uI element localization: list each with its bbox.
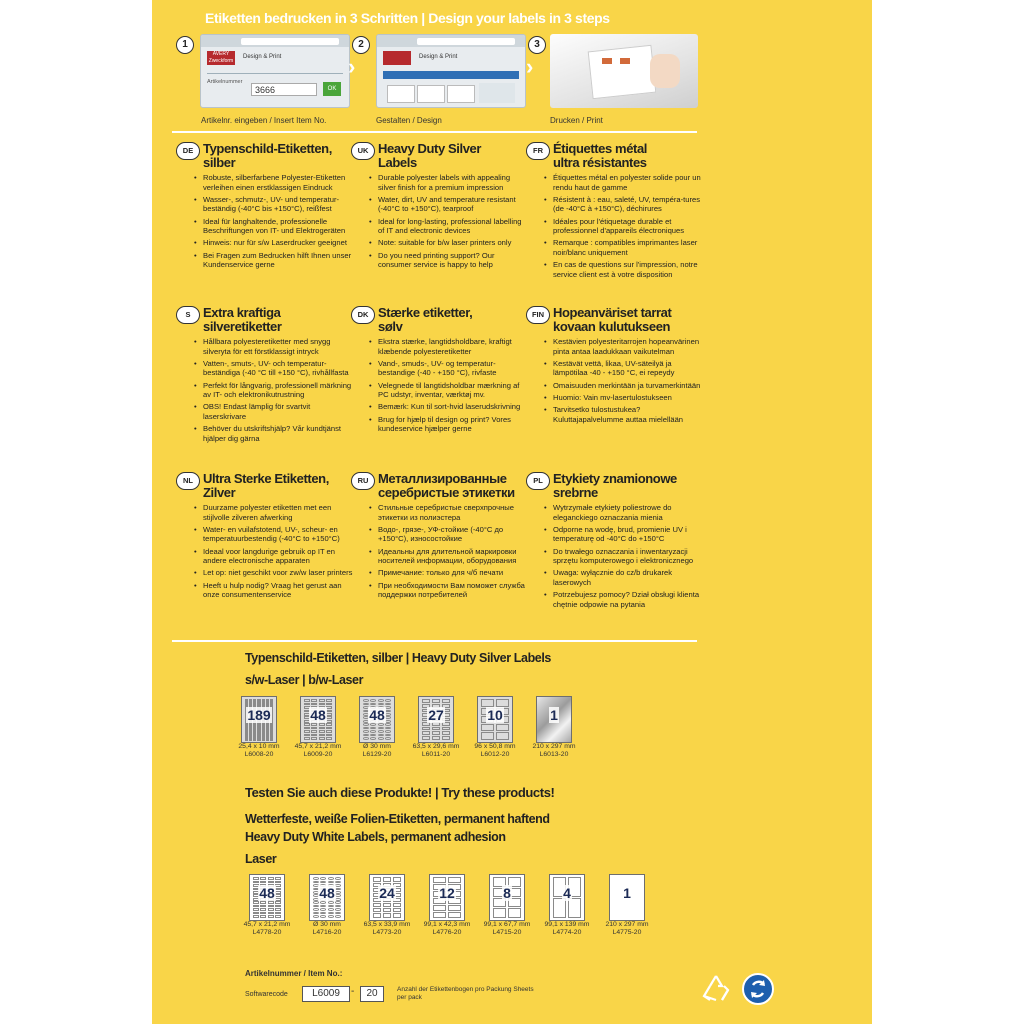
label-size: 99,1 x 139 mm bbox=[544, 921, 590, 928]
label-count: 4 bbox=[563, 885, 571, 901]
bullet: • Ideal für langhaltende, professionelle Beschriftungen von IT- und Elektrogeräten bbox=[194, 217, 354, 236]
bullet: • Velegnede til langtidsholdbar mærkning af PC udstyr, inventar, værktøj mv. bbox=[369, 381, 529, 400]
white-product-l4776-20 bbox=[417, 874, 477, 937]
label-size: 99,1 x 67,7 mm bbox=[483, 921, 531, 928]
label-sheet-thumbnail bbox=[241, 696, 277, 743]
white-product-l4773-20 bbox=[357, 874, 417, 937]
bullet: • Kestävien polyesteritarrojen hopeanvärinen pinta antaa laadukkaan vaikutelman bbox=[544, 337, 704, 356]
lang-badge-fin: FIN bbox=[526, 306, 550, 324]
lang-block-dk bbox=[351, 306, 521, 466]
lang-block-uk bbox=[351, 142, 521, 302]
product-code: L6011-20 bbox=[421, 751, 451, 758]
lang-badge-s: S bbox=[176, 306, 200, 324]
silver-product-l6008-20 bbox=[229, 696, 289, 759]
label-sheet-thumbnail bbox=[369, 874, 405, 921]
label-sheet-thumbnail bbox=[429, 874, 465, 921]
step-2-caption: Gestalten / Design bbox=[376, 116, 442, 125]
label-count: 48 bbox=[310, 707, 326, 723]
label-count: 48 bbox=[369, 707, 385, 723]
bullet: • Ekstra stærke, langtidsholdbare, kraftigt klæbende polyesteretiketter bbox=[369, 337, 529, 356]
product-code: L4775-20 bbox=[612, 929, 642, 936]
silver-section-title: Typenschild-Etiketten, silber | Heavy Duty Silver Labels bbox=[245, 651, 551, 665]
bullet: • Water, dirt, UV and temperature resistant (-40°C to +150°C), tearproof bbox=[369, 195, 529, 214]
label-sheet-thumbnail bbox=[359, 696, 395, 743]
white-product-l4775-20 bbox=[597, 874, 657, 937]
lang-block-pl bbox=[526, 471, 700, 632]
step-3-caption: Drucken / Print bbox=[550, 116, 603, 125]
bullet: • Bei Fragen zum Bedrucken hilft Ihnen unser Kundenservice gerne bbox=[194, 251, 354, 270]
bullet: • OBS! Endast lämplig för svartvit laserskrivare bbox=[194, 402, 354, 421]
lang-badge-uk: UK bbox=[351, 142, 375, 160]
label-count: 27 bbox=[428, 707, 444, 723]
bullet: • Vand-, smuds-, UV- og temperatur-bestandige (-40 - +150 °C), rivfaste bbox=[369, 359, 529, 378]
label-count: 24 bbox=[379, 885, 395, 901]
label-count: 10 bbox=[487, 707, 503, 723]
product-code: L4778-20 bbox=[252, 929, 282, 936]
lang-badge-de: DE bbox=[176, 142, 200, 160]
lang-title-nl: Ultra Sterke Etiketten, Zilver bbox=[203, 471, 329, 500]
label-sheet-thumbnail bbox=[489, 874, 525, 921]
green-dot-icon bbox=[742, 973, 774, 1005]
silver-product-l6009-20 bbox=[288, 696, 348, 759]
label-sheet-thumbnail bbox=[549, 874, 585, 921]
bullet: • Водо-, грязе-, УФ-стойкие (-40°C до +150°C), износостойкие bbox=[369, 525, 529, 544]
bullet: • Идеальны для длительной маркировки носителей информации, оборудования bbox=[369, 547, 529, 566]
chevron-right-icon: › bbox=[348, 54, 356, 79]
label-count: 189 bbox=[247, 707, 271, 723]
bullet: • Hållbara polyesteretiketter med snygg silveryta för ett förstklassigt intryck bbox=[194, 337, 354, 356]
step-1-field-label: Artikelnummer bbox=[207, 79, 243, 85]
bullet: • Wytrzymałe etykiety poliestrowe do eleganckiego oznaczania mienia bbox=[544, 503, 704, 522]
step-1-tab: Design & Print bbox=[243, 54, 282, 60]
step-1-screenshot bbox=[200, 34, 350, 108]
bullet: • Duurzame polyester etiketten met een stijlvolle zilveren afwerking bbox=[194, 503, 354, 522]
step-3-printer-image bbox=[550, 34, 698, 108]
label-size: 210 x 297 mm bbox=[605, 921, 649, 928]
product-code: L6009-20 bbox=[303, 751, 333, 758]
bullet: • Étiquettes métal en polyester solide pour un rendu haut de gamme bbox=[544, 173, 704, 192]
product-code: L4716-20 bbox=[312, 929, 342, 936]
silver-product-l6129-20 bbox=[347, 696, 407, 759]
white-product-l4778-20 bbox=[237, 874, 297, 937]
item-number-label: Artikelnummer / Item No.: bbox=[245, 969, 343, 978]
product-code: L6012-20 bbox=[480, 751, 510, 758]
label-count: 1 bbox=[623, 885, 631, 901]
product-code: L6013-20 bbox=[539, 751, 569, 758]
lang-title-s: Extra kraftiga silveretiketter bbox=[203, 305, 282, 334]
bullet: • Hinweis: nur für s/w Laserdrucker geeignet bbox=[194, 238, 354, 248]
label-size: 63,5 x 29,6 mm bbox=[412, 743, 460, 750]
divider-top bbox=[172, 131, 697, 133]
label-size: Ø 30 mm bbox=[313, 921, 341, 928]
lang-title-uk: Heavy Duty Silver Labels bbox=[378, 141, 482, 170]
try-section-line1: Wetterfeste, weiße Folien-Etiketten, permanent haftend bbox=[245, 812, 550, 826]
label-count: 48 bbox=[259, 885, 275, 901]
bullet: • Note: suitable for b/w laser printers only bbox=[369, 238, 529, 248]
bullet: • Примечание: только для ч/б печати bbox=[369, 568, 529, 578]
step-number-1: 1 bbox=[176, 36, 194, 54]
bullet: • Let op: niet geschikt voor zw/w laser printers bbox=[194, 568, 354, 578]
product-code: L6129-20 bbox=[362, 751, 392, 758]
bullet: • Perfekt för långvarig, professionell märkning av IT- och elektronikutrustning bbox=[194, 381, 354, 400]
avery-logo: AVERY Zweckform bbox=[208, 51, 234, 64]
label-sheet-thumbnail bbox=[418, 696, 454, 743]
try-section-title: Testen Sie auch diese Produkte! | Try these products! bbox=[245, 785, 555, 800]
white-product-l4716-20 bbox=[297, 874, 357, 937]
silver-product-l6011-20 bbox=[406, 696, 466, 759]
label-size: 96 x 50,8 mm bbox=[474, 743, 516, 750]
product-code: L4776-20 bbox=[432, 929, 462, 936]
label-size: 99,1 x 42,3 mm bbox=[423, 921, 471, 928]
bullet: • Durable polyester labels with appealing silver finish for a premium impression bbox=[369, 173, 529, 192]
bullet: • Behöver du utskriftshjälp? Vår kundtjänst hjälper dig gärna bbox=[194, 424, 354, 443]
sheets-count-box: 20 bbox=[360, 986, 384, 1002]
bullet: • Remarque : compatibles imprimantes laser noir/blanc uniquement bbox=[544, 238, 704, 257]
bullet: • Water- en vuilafstotend, UV-, scheur- en temperatuurbestendig (-40°C to +150°C) bbox=[194, 525, 354, 544]
bullet: • Uwaga: wyłącznie do cz/b drukarek laserowych bbox=[544, 568, 704, 587]
lang-block-nl bbox=[176, 471, 353, 632]
label-sheet-thumbnail bbox=[249, 874, 285, 921]
bullet: • Ideal for long-lasting, professional labelling of IT and electronic devices bbox=[369, 217, 529, 236]
lang-title-pl: Etykiety znamionowe srebrne bbox=[553, 471, 677, 500]
bullet: • Vatten-, smuts-, UV- och temperatur-beständiga (-40 °C till +150 °C), rivhållfasta bbox=[194, 359, 354, 378]
bullet: • Résistent à : eau, saleté, UV, tempéra-tures (de -40°C à +150°C), déchirures bbox=[544, 195, 704, 214]
label-count: 48 bbox=[319, 885, 335, 901]
lang-block-fr bbox=[526, 141, 701, 302]
silver-product-l6012-20 bbox=[465, 696, 525, 759]
bullet: • Robuste, silberfarbene Polyester-Etiketten verleihen einen erstklassigen Eindruck bbox=[194, 173, 354, 192]
label-size: 25,4 x 10 mm bbox=[238, 743, 280, 750]
lang-title-de: Typenschild-Etiketten, silber bbox=[203, 141, 332, 170]
lang-badge-fr: FR bbox=[526, 142, 550, 160]
label-count: 12 bbox=[439, 885, 455, 901]
label-sheet-thumbnail bbox=[609, 874, 645, 921]
product-code: L4715-20 bbox=[492, 929, 522, 936]
step-1-caption: Artikelnr. eingeben / Insert Item No. bbox=[201, 116, 327, 125]
lang-title-dk: Stærke etiketter, sølv bbox=[378, 305, 473, 334]
label-sheet-thumbnail bbox=[477, 696, 513, 743]
bullet: • Huomio: Vain mv-lasertulostukseen bbox=[544, 393, 704, 403]
chevron-right-icon-2: › bbox=[526, 54, 534, 79]
bullet: • Brug for hjælp til design og print? Vores kundeservice hjælper gerne bbox=[369, 415, 529, 434]
label-count: 1 bbox=[550, 707, 558, 723]
lang-block-fin bbox=[526, 305, 701, 466]
item-code-box: L6009 bbox=[302, 986, 350, 1002]
product-sheet: Etiketten bedrucken in 3 Schritten | Design your labels in 3 steps 1 AVERY Zweckform Design & Print Artikelnummer 3666 OK › Artikelnr. eingeben / Insert Item No. 2 Design & Print › Gestalten / Design 3 Drucken / Print DE Typenschild-Etiketten, silber • Robuste, silberfarbene Polyester-Etiketten verleihen einen erstklassigen Eindruck • Wasser-, schmutz-, UV- und temperatur-beständig (-40°C bis +150°C), reißfest • Ideal für langhaltende, professionelle Beschriftungen von IT- und Elektrogeräten • Hinweis: nur für s/w Laserdrucker geeignet • Bei Fragen zum Bedrucken hilft Ihnen unser Kundenservice gerne UK Heavy Duty Silver Labels • Durable polyester labels with appealing silver finish for a premium impression • Water, dirt, UV and temperature resistant (-40°C to +150°C), tearproof • Ideal for long-lasting, professional labelling of IT and electronic devices • Note: suitable for b/w laser printers only • Do you need printing support? Our consumer service is happy to help FR Étiquettes métal ultra résistantes • Étiquettes métal en polyester solide pour un rendu haut de gamme • Résistent à : eau, saleté, UV, tempéra-tures (de -40°C à +150°C), déchirures • Idéales pour l'étiquetage durable et professionnel d'appareils électroniques • Remarque : compatibles imprimantes laser noir/blanc uniquement • En cas de questions sur l'impression, notre service client est à votre disposition S Extra kraftiga silveretiketter • Hållbara polyesteretiketter med snygg silveryta för ett förstklassigt intryck • Vatten-, smuts-, UV- och temperatur-beständiga (-40 °C till +150 °C), rivhållfasta • Perfekt för långvarig, professionell märkning av IT- och elektronikutrustning • OBS! Endast lämplig för svartvit laserskrivare • Behöver du utskriftshjälp? Vår kundtjänst hjälper dig gärna DK Stærke etiketter, sølv • Ekstra stærke, langtidsholdbare, kraftigt klæbende polyesteretiketter • Vand-, smuds-, UV- og temperatur-bestandige (-40 - +150 °C), rivfaste • Velegnede til langtidsholdbar mærkning af PC udstyr, inventar, værktøj mv. • Bemærk: Kun til sort-hvid laserudskrivning • Brug for hjælp til design og print? Vores kundeservice hjælper gerne FIN Hopeanväriset tarrat kovaan kulutukseen • Kestävien polyesteritarrojen hopeanvärinen pinta antaa laadukkaan vaikutelman • Kestävät vettä, likaa, UV-säteilyä ja lämpötilaa -40 - +150 °C, ei repeydy • Omaisuuden merkintään ja turvamerkintään • Huomio: Vain mv-lasertulostukseen • Tarvitsetko tulostustukea? Kuluttajapalvelumme auttaa mielellään NL Ultra Sterke Etiketten, Zilver • Duurzame polyester etiketten met een stijlvolle zilveren afwerking • Water- en vuilafstotend, UV-, scheur- en temperatuurbestendig (-40°C to +150°C) • Ideaal voor langdurige gebruik op IT en andere electronische apparaten • Let op: niet geschikt voor zw/w laser printers • Heeft u hulp nodig? Vraag het gerust aan onze consumentenservice RU Металлизированные серебристые этикетки • Стильные серебристые сверхпрочные этикетки из полиэстера • Водо-, грязе-, УФ-стойкие (-40°C до +150°C), износостойкие • Идеальны для длительной маркировки носителей информации, оборудования • Примечание: только для ч/б печати • При необходимости Вам поможет служба поддержки потребителей PL Etykiety znamionowe srebrne • Wytrzymałe etykiety poliestrowe do eleganckiego oznaczania mienia • Odporne na wodę, brud, promienie UV i temperaturę od -40°C do +150°C • Do trwałego oznaczania i inwentaryzacji sprzętu komputerowego i elektronicznego • Uwaga: wyłącznie do cz/b drukarek laserowych • Potrzebujesz pomocy? Dział obsługi klienta chętnie odpowie na pytania Typenschild-Etiketten, silber | Heavy Duty Silver Labels s/w-Laser | b/w-Laser 189 25,4 x 10 mm L6008-20 48 45,7 x 21,2 mm L6009-20 48 Ø 30 mm L6129-20 27 63,5 x 29,6 mm L6011-20 10 96 x 50,8 mm L6012-20 1 210 x 297 mm L6013-20 Testen Sie auch diese Produkte! | Try these products! Wetterfeste, weiße Folien-Etiketten, permanent haftend Heavy Duty White Labels, permanent adhesion Laser 48 45,7 x 21,2 mm L4778-20 48 Ø 30 mm L4716-20 24 63,5 x 33,9 mm L4773-20 12 99,1 x 42,3 mm L4776-20 8 99,1 x 67,7 mm L4715-20 4 99,1 x 139 mm L4774-20 1 210 x 297 mm L4775-20 Artikelnummer / Item No.: Softwarecode L6009 - 20 Anzahl der Etikettenbogen pro Packung Sheets per pack bbox=[152, 0, 872, 1024]
lang-badge-pl: PL bbox=[526, 472, 550, 490]
lang-block-s bbox=[176, 305, 352, 466]
item-number-input[interactable]: 3666 bbox=[251, 83, 317, 96]
try-section-line2: Heavy Duty White Labels, permanent adhesion bbox=[245, 830, 506, 844]
bullet: • Стильные серебристые сверхпрочные этикетки из полиэстера bbox=[369, 503, 529, 522]
bullet: • Idéales pour l'étiquetage durable et professionnel d'appareils électroniques bbox=[544, 217, 704, 236]
bullet: • En cas de questions sur l'impression, notre service client est à votre disposition bbox=[544, 260, 704, 279]
lang-badge-ru: RU bbox=[351, 472, 375, 490]
avery-logo-2 bbox=[383, 51, 411, 65]
bullet: • Tarvitsetko tulostustukea? Kuluttajapalvelumme auttaa mielellään bbox=[544, 405, 704, 424]
bullet: • При необходимости Вам поможет служба поддержки потребителей bbox=[369, 581, 529, 600]
sheets-per-pack-note: Anzahl der Etikettenbogen pro Packung Sheets per pack bbox=[397, 986, 534, 1001]
lang-block-ru bbox=[351, 471, 525, 632]
label-size: 45,7 x 21,2 mm bbox=[294, 743, 342, 750]
bullet: • Heeft u hulp nodig? Vraag het gerust aan onze consumentenservice bbox=[194, 581, 354, 600]
product-code: L6008-20 bbox=[244, 751, 274, 758]
bullet: • Potrzebujesz pomocy? Dział obsługi klienta chętnie odpowie na pytania bbox=[544, 590, 704, 609]
lang-title-ru: Металлизированные серебристые этикетки bbox=[378, 471, 515, 500]
label-sheet-thumbnail bbox=[300, 696, 336, 743]
try-section-subtitle: Laser bbox=[245, 852, 277, 866]
lang-title-fin: Hopeanväriset tarrat kovaan kulutukseen bbox=[553, 305, 672, 334]
ok-button[interactable]: OK bbox=[323, 82, 341, 96]
step-2-screenshot bbox=[376, 34, 526, 108]
label-size: 45,7 x 21,2 mm bbox=[243, 921, 291, 928]
label-count: 8 bbox=[503, 885, 511, 901]
steps-title: Etiketten bedrucken in 3 Schritten | Design your labels in 3 steps bbox=[205, 10, 610, 26]
silver-product-l6013-20 bbox=[524, 696, 584, 759]
label-size: 210 x 297 mm bbox=[532, 743, 576, 750]
bullet: • Kestävät vettä, likaa, UV-säteilyä ja lämpötilaa -40 - +150 °C, ei repeydy bbox=[544, 359, 704, 378]
lang-block-de bbox=[176, 141, 352, 302]
recycle-icon bbox=[700, 974, 732, 1004]
divider-mid bbox=[172, 640, 697, 642]
step-number-2: 2 bbox=[352, 36, 370, 54]
lang-badge-dk: DK bbox=[351, 306, 375, 324]
label-sheet-thumbnail bbox=[536, 696, 572, 743]
step-number-3: 3 bbox=[528, 36, 546, 54]
bullet: • Ideaal voor langdurige gebruik op IT en andere electronische apparaten bbox=[194, 547, 354, 566]
label-sheet-thumbnail bbox=[309, 874, 345, 921]
bullet: • Do trwałego oznaczania i inwentaryzacji sprzętu komputerowego i elektronicznego bbox=[544, 547, 704, 566]
bullet: • Do you need printing support? Our consumer service is happy to help bbox=[369, 251, 529, 270]
product-code: L4773-20 bbox=[372, 929, 402, 936]
bullet: • Odporne na wodę, brud, promienie UV i temperaturę od -40°C do +150°C bbox=[544, 525, 704, 544]
step-2-tab: Design & Print bbox=[419, 54, 458, 60]
white-product-l4715-20 bbox=[477, 874, 537, 937]
lang-badge-nl: NL bbox=[176, 472, 200, 490]
bullet: • Wasser-, schmutz-, UV- und temperatur-beständig (-40°C bis +150°C), reißfest bbox=[194, 195, 354, 214]
label-size: 63,5 x 33,9 mm bbox=[363, 921, 411, 928]
bullet: • Omaisuuden merkintään ja turvamerkintään bbox=[544, 381, 704, 391]
white-product-l4774-20 bbox=[537, 874, 597, 937]
label-size: Ø 30 mm bbox=[363, 743, 391, 750]
bullet: • Bemærk: Kun til sort-hvid laserudskrivning bbox=[369, 402, 529, 412]
product-code: L4774-20 bbox=[552, 929, 582, 936]
lang-title-fr: Étiquettes métal ultra résistantes bbox=[553, 141, 648, 170]
softwarecode-label: Softwarecode bbox=[245, 991, 288, 998]
silver-section-subtitle: s/w-Laser | b/w-Laser bbox=[245, 673, 364, 687]
